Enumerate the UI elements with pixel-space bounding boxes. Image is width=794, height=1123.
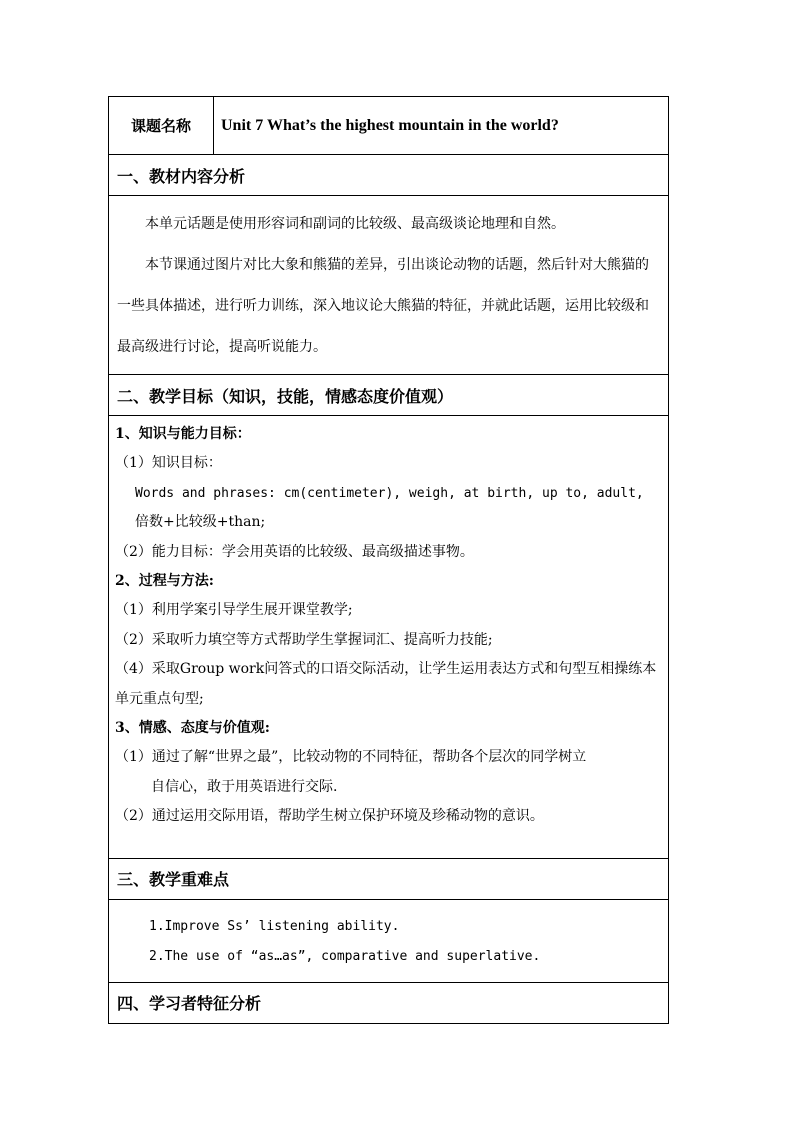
objective-item: （1）知识目标： <box>115 455 222 472</box>
paragraph: 本单元话题是使用形容词和副词的比较级、最高级谈论地理和自然。 <box>145 216 565 232</box>
course-label: 课题名称 <box>109 97 214 155</box>
header-row <box>109 97 669 155</box>
key-point-item: 1.Improve Ss’ listening ability. <box>149 918 400 934</box>
section-title-learner-analysis: 四、学习者特征分析 <box>109 982 669 1023</box>
course-title: Unit 7 What’s the highest mountain in the world? <box>214 97 669 155</box>
objective-item: （4）采取Group work问答式的口语交际活动，让学生运用表达方式和句型互相操练本单元重点句型; <box>115 661 657 707</box>
section-body-row <box>109 416 669 859</box>
objective-item: （2）能力目标：学会用英语的比较级、最高级描述事物。 <box>115 543 474 560</box>
vocabulary-line: Words and phrases: cm(centimeter), weigh, at birth, up to, adult, <box>135 485 644 501</box>
objective-item: （1）通过了解“世界之最”，比较动物的不同特征，帮助各个层次的同学树立 <box>115 749 587 766</box>
objective-item-continued: 自信心，敢于用英语进行交际. <box>151 778 338 795</box>
objective-heading: 2、过程与方法: <box>115 573 214 590</box>
section-title-objectives: 二、教学目标（知识，技能，情感态度价值观） <box>109 375 669 416</box>
paragraph: 本节课通过图片对比大象和熊猫的差异，引出谈论动物的话题，然后针对大熊猫的一些具体描述，进行听力训练，深入地议论大熊猫的特征，并就此话题，运用比较级和最高级进行讨论，提高听说能力。 <box>117 257 649 355</box>
section-heading-row <box>109 375 669 416</box>
key-points-body <box>109 899 669 982</box>
objectives-body <box>109 416 669 859</box>
section-title-key-points: 三、教学重难点 <box>109 858 669 899</box>
section-heading-row <box>109 155 669 196</box>
section-heading-row <box>109 858 669 899</box>
section-body-row <box>109 196 669 375</box>
key-point-item: 2.The use of “as…as”, comparative and superlative. <box>149 948 541 964</box>
lesson-plan-table <box>108 96 669 1024</box>
objective-item: （1）利用学案引导学生展开课堂教学; <box>115 602 353 619</box>
content-analysis-body <box>109 196 669 375</box>
objective-heading: 3、情感、态度与价值观: <box>115 720 270 737</box>
objective-item: （2）通过运用交际用语，帮助学生树立保护环境及珍稀动物的意识。 <box>115 808 544 825</box>
objective-heading: 1、知识与能力目标： <box>115 426 251 442</box>
section-heading-row <box>109 982 669 1023</box>
vocabulary-line: 倍数+比较级+than; <box>135 514 266 531</box>
section-title-content-analysis: 一、教材内容分析 <box>109 155 669 196</box>
section-body-row <box>109 899 669 982</box>
objective-item: （2）采取听力填空等方式帮助学生掌握词汇、提高听力技能; <box>115 631 493 648</box>
